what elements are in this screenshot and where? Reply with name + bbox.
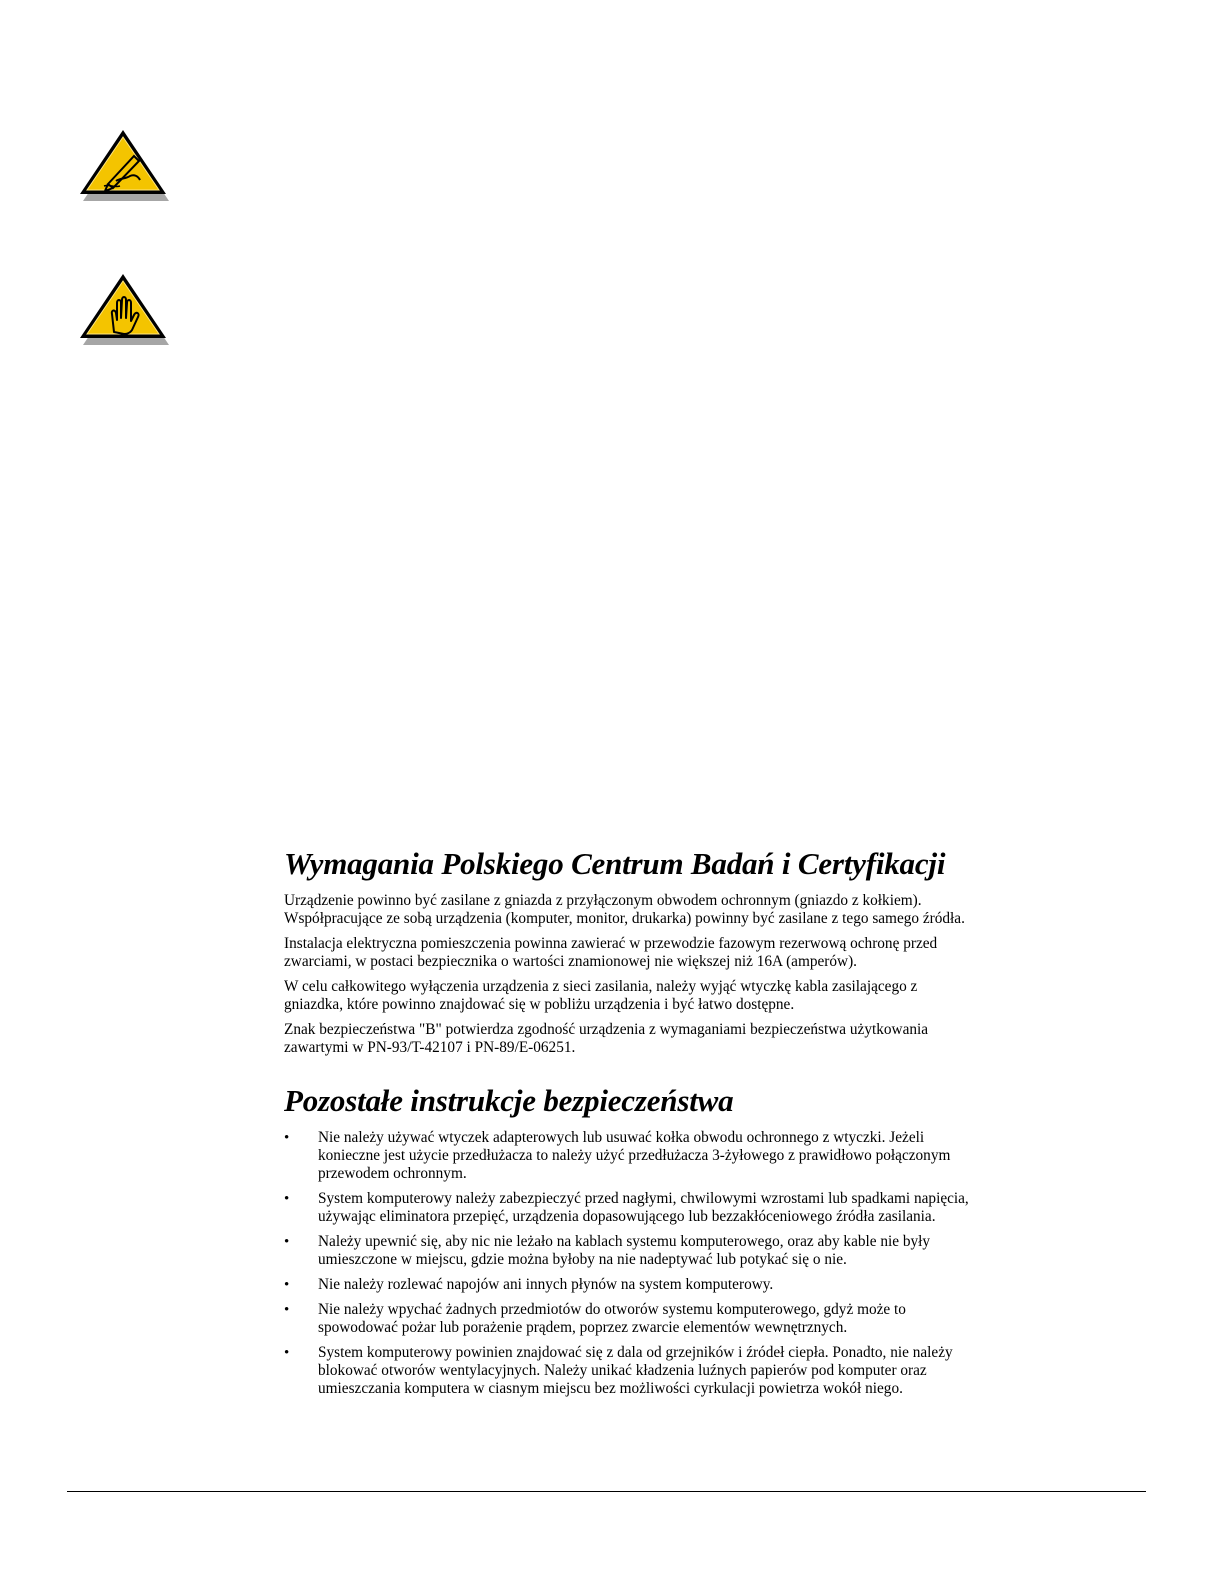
list-item-text: System komputerowy należy zabezpieczyć przed nagłymi, chwilowymi wzrostami lub spadkami napięcia, używając eliminatora przepięć, urządzenia dopasowującego lub bezzakłóceniowego źródła zasilania. [318, 1190, 969, 1225]
list-item [284, 1276, 974, 1294]
bullet-icon: • [284, 1302, 290, 1318]
list-item [284, 1190, 974, 1226]
safety-list [284, 1129, 974, 1398]
bullet-icon: • [284, 1345, 290, 1361]
certification-heading: Wymagania Polskiego Centrum Badań i Certyfikacji [284, 846, 946, 881]
certification-paragraph: Urządzenie powinno być zasilane z gniazda z przyłączonym obwodem ochronnym (gniazdo z kołkiem). Współpracujące ze sobą urządzenia (komputer, monitor, drukarka) powinny być zasilane z tego samego źródła. [284, 892, 965, 927]
list-item-text: Należy upewnić się, aby nic nie leżało na kablach systemu komputerowego, oraz aby kable nie były umieszczone w miejscu, gdzie można byłoby na nie nadeptywać lub potykać się o nie. [318, 1233, 931, 1268]
document-body [284, 846, 974, 1405]
list-item [284, 1301, 974, 1337]
bullet-icon: • [284, 1234, 290, 1250]
list-item-text: System komputerowy powinien znajdować się z dala od grzejników i źródeł ciepła. Ponadto, nie należy blokować otworów wentylacyjnych. Należy unikać kładzenia luźnych papierów pod komputer oraz umieszczania komputera w ciasnym miejscu bez możliwości cyrkulacji powietrza wokół niego. [318, 1344, 953, 1397]
safety-heading: Pozostałe instrukcje bezpieczeństwa [284, 1083, 734, 1118]
list-item-text: Nie należy wpychać żadnych przedmiotów do otworów systemu komputerowego, gdyż może to spowodować pożar lub porażenie prądem, poprzez zwarcie elementów wewnętrznych. [318, 1301, 906, 1336]
list-item-text: Nie należy rozlewać napojów ani innych płynów na system komputerowy. [318, 1276, 774, 1293]
certification-section [284, 846, 974, 1057]
bullet-icon: • [284, 1277, 290, 1293]
bullet-icon: • [284, 1191, 290, 1207]
list-item [284, 1344, 974, 1398]
note-pencil-warning-icon [74, 126, 172, 204]
list-item [284, 1129, 974, 1183]
certification-paragraph: Znak bezpieczeństwa "B" potwierdza zgodność urządzenia z wymaganiami bezpieczeństwa użytkowania zawartymi w PN-93/T-42107 i PN-89/E-06251. [284, 1021, 929, 1056]
list-item [284, 1233, 974, 1269]
footer-divider [67, 1491, 1146, 1492]
list-item-text: Nie należy używać wtyczek adapterowych lub usuwać kołka obwodu ochronnego z wtyczki. Jeżeli konieczne jest użycie przedłużacza to należy użyć przedłużacza 3-żyłowego z prawidłowo połączonym przewodem ochronnym. [318, 1129, 951, 1182]
hand-warning-icon [74, 270, 172, 348]
certification-paragraph: W celu całkowitego wyłączenia urządzenia z sieci zasilania, należy wyjąć wtyczkę kabla zasilającego z gniazdka, które powinno znajdować się w pobliżu urządzenia i być łatwo dostępne. [284, 978, 918, 1013]
safety-section [284, 1083, 974, 1398]
bullet-icon: • [284, 1130, 290, 1146]
certification-paragraph: Instalacja elektryczna pomieszczenia powinna zawierać w przewodzie fazowym rezerwową ochronę przed zwarciami, w postaci bezpiecznika o wartości znamionowej nie większej niż 16A (amperów). [284, 935, 938, 970]
